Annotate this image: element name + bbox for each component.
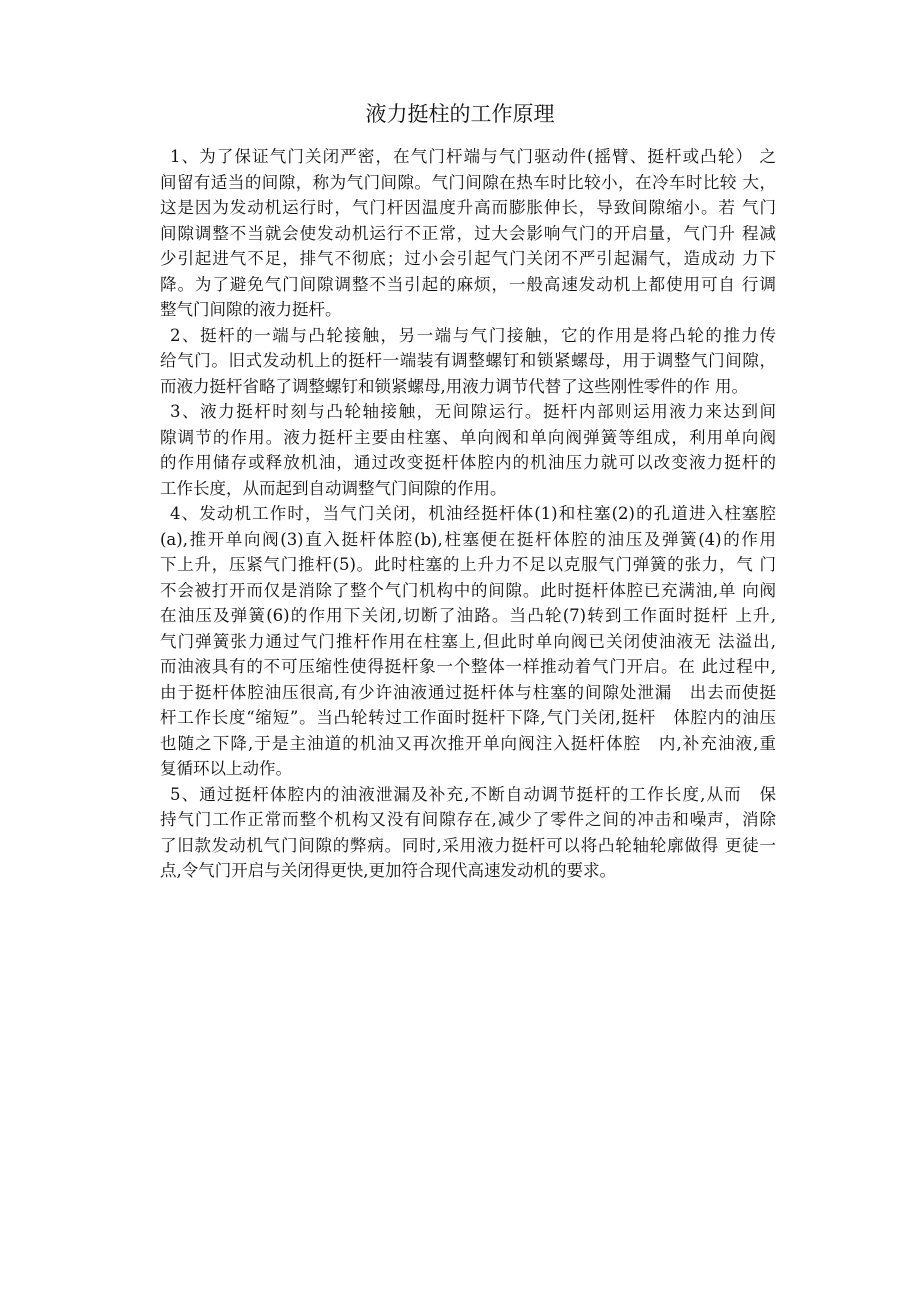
- text-line: 工作长度，从而起到自动调整气门间隙的作用。: [160, 478, 507, 498]
- paragraph-3: [160, 399, 776, 501]
- text-line: 给气门。旧式发动机上的挺杆一端装有调整螺钉和锁紧螺母，用于调整气门间隙，: [160, 351, 776, 370]
- paragraph-1: [160, 144, 776, 323]
- text-line: 整气门间隙的液力挺杆。: [160, 300, 342, 319]
- paragraph-4: [160, 501, 776, 782]
- document-title: 液力挺柱的工作原理: [365, 102, 555, 126]
- text-line: 不会被打开而仅是消除了整个气门机构中的间隙。此时挺杆体腔已充满油,单 向阀: [160, 580, 776, 600]
- text-line: 持气门工作正常而整个机构又没有间隙存在,减少了零件之间的冲击和噪声，消除: [160, 810, 776, 829]
- text-line: 隙调节的作用。液力挺杆主要由柱塞、单向阀和单向阀弹簧等组成，利用单向阀: [160, 427, 776, 447]
- text-line: 在油压及弹簧(6)的作用下关闭,切断了油路。当凸轮(7)转到工作面时挺杆 上升,: [160, 606, 776, 625]
- text-line: 由于挺杆体腔油压很高,有少许油液通过挺杆体与柱塞的间隙处泄漏 出去而使挺: [160, 682, 776, 702]
- text-line: 2、挺杆的一端与凸轮接触，另一端与气门接触，它的作用是将凸轮的推力传: [170, 325, 776, 345]
- text-line: 也随之下降,于是主油道的机油又再次推开单向阀注入挺杆体腔 内,补充油液,重: [160, 733, 776, 753]
- text-line: 而液力挺杆省略了调整螺钉和锁紧螺母,用液力调节代替了这些刚性零件的作 用。: [160, 376, 748, 396]
- text-line: 少引起进气不足，排气不彻底；过小会引起气门关闭不严引起漏气，造成动 力下: [160, 249, 776, 268]
- text-line: (a),推开单向阀(3)直入挺杆体腔(b),柱塞便在挺杆体腔的油压及弹簧(4)的作用: [160, 529, 776, 549]
- text-line: 杆工作长度“缩短”。当凸轮转过工作面时挺杆下降,气门关闭,挺杆 体腔内的油压: [160, 708, 776, 727]
- text-line: 3、液力挺杆时刻与凸轮轴接触，无间隙运行。挺杆内部则运用液力来达到间: [170, 402, 776, 421]
- text-line: 降。为了避免气门间隙调整不当引起的麻烦，一般高速发动机上都使用可自 行调: [160, 274, 776, 294]
- text-line: 点,令气门开启与关闭得更快,更加符合现代高速发动机的要求。: [160, 861, 616, 880]
- paragraph-5: [160, 782, 776, 884]
- text-line: 而油液具有的不可压缩性使得挺杆象一个整体一样推动着气门开启。在 此过程中,: [160, 657, 776, 676]
- text-line: 1、为了保证气门关闭严密，在气门杆端与气门驱动件(摇臂、挺杆或凸轮） 之: [170, 147, 776, 166]
- paragraph-2: [160, 323, 776, 400]
- text-line: 间留有适当的间隙，称为气门间隙。气门间隙在热车时比较小，在冷车时比较 大，: [160, 172, 776, 192]
- text-line: 复循环以上动作。: [160, 759, 292, 778]
- text-line: 气门弹簧张力通过气门推杆作用在柱塞上,但此时单向阀已关闭使油液无 法溢出,: [160, 631, 776, 651]
- text-line: 4、发动机工作时，当气门关闭，机油经挺杆体(1)和柱塞(2)的孔道进入柱塞腔: [170, 504, 776, 523]
- text-line: 5、通过挺杆体腔内的油液泄漏及补充,不断自动调节挺杆的工作长度,从而 保: [170, 784, 776, 804]
- text-line: 间隙调整不当就会使发动机运行不正常，过大会影响气门的开启量，气门升 程减: [160, 223, 776, 243]
- text-line: 下上升，压紧气门推杆(5)。此时柱塞的上升力不足以克服气门弹簧的张力，气 门: [160, 555, 776, 574]
- text-line: 这是因为发动机运行时，气门杆因温度升高而膨胀伸长，导致间隙缩小。若 气门: [160, 198, 776, 217]
- text-line: 的作用储存或释放机油，通过改变挺杆体腔内的机油压力就可以改变液力挺杆的: [160, 453, 776, 472]
- document-body: [160, 144, 776, 884]
- text-line: 了旧款发动机气门间隙的弊病。同时,采用液力挺杆可以将凸轮轴轮廓做得 更徒一: [160, 835, 776, 855]
